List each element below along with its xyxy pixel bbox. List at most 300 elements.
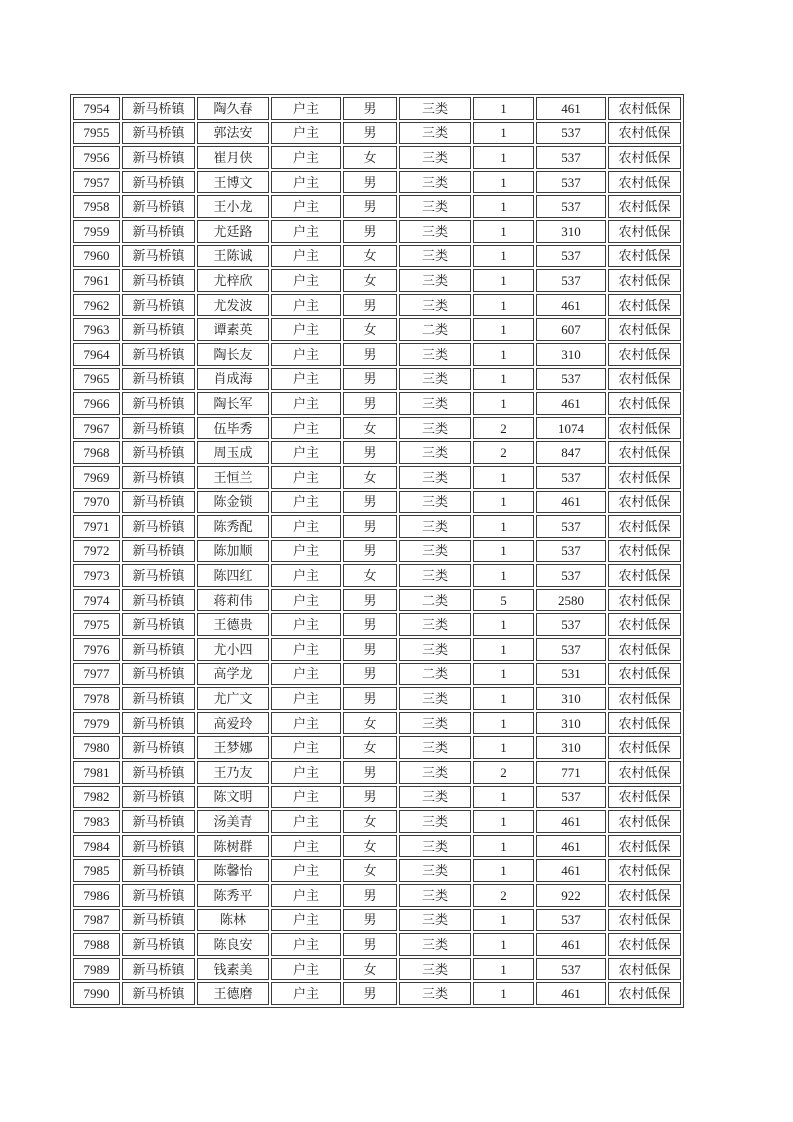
cell-name: 蒋莉伟 xyxy=(197,589,269,612)
cell-gender: 男 xyxy=(343,368,397,391)
table-row xyxy=(73,441,681,464)
cell-name: 王小龙 xyxy=(197,195,269,218)
cell-amount: 922 xyxy=(536,884,606,907)
cell-relation: 户主 xyxy=(271,318,341,341)
cell-town: 新马桥镇 xyxy=(122,958,195,981)
cell-town: 新马桥镇 xyxy=(122,810,195,833)
cell-relation: 户主 xyxy=(271,810,341,833)
cell-name: 肖成海 xyxy=(197,368,269,391)
cell-gender: 男 xyxy=(343,122,397,145)
cell-serial: 7987 xyxy=(73,909,120,932)
cell-persons: 1 xyxy=(473,368,534,391)
cell-persons: 1 xyxy=(473,835,534,858)
cell-name: 周玉成 xyxy=(197,441,269,464)
cell-assistance-type: 农村低保 xyxy=(608,441,681,464)
cell-amount: 310 xyxy=(536,687,606,710)
cell-assistance-type: 农村低保 xyxy=(608,97,681,120)
cell-serial: 7980 xyxy=(73,736,120,759)
cell-assistance-type: 农村低保 xyxy=(608,343,681,366)
cell-amount: 461 xyxy=(536,294,606,317)
cell-relation: 户主 xyxy=(271,687,341,710)
table-row xyxy=(73,269,681,292)
cell-category: 三类 xyxy=(399,343,471,366)
table-row xyxy=(73,368,681,391)
cell-persons: 2 xyxy=(473,884,534,907)
cell-category: 三类 xyxy=(399,613,471,636)
cell-gender: 男 xyxy=(343,638,397,661)
cell-category: 三类 xyxy=(399,810,471,833)
table-row xyxy=(73,958,681,981)
cell-town: 新马桥镇 xyxy=(122,909,195,932)
cell-name: 谭素英 xyxy=(197,318,269,341)
cell-gender: 女 xyxy=(343,417,397,440)
table-row xyxy=(73,392,681,415)
cell-assistance-type: 农村低保 xyxy=(608,663,681,686)
cell-town: 新马桥镇 xyxy=(122,146,195,169)
cell-assistance-type: 农村低保 xyxy=(608,786,681,809)
cell-serial: 7975 xyxy=(73,613,120,636)
cell-assistance-type: 农村低保 xyxy=(608,392,681,415)
cell-town: 新马桥镇 xyxy=(122,318,195,341)
cell-persons: 1 xyxy=(473,269,534,292)
cell-assistance-type: 农村低保 xyxy=(608,245,681,268)
cell-town: 新马桥镇 xyxy=(122,195,195,218)
cell-amount: 461 xyxy=(536,982,606,1005)
cell-town: 新马桥镇 xyxy=(122,294,195,317)
cell-persons: 1 xyxy=(473,736,534,759)
cell-category: 三类 xyxy=(399,540,471,563)
cell-persons: 1 xyxy=(473,195,534,218)
cell-name: 陈秀配 xyxy=(197,515,269,538)
cell-serial: 7979 xyxy=(73,712,120,735)
cell-persons: 1 xyxy=(473,171,534,194)
cell-category: 三类 xyxy=(399,269,471,292)
table-row xyxy=(73,491,681,514)
cell-amount: 310 xyxy=(536,220,606,243)
cell-amount: 537 xyxy=(536,466,606,489)
cell-town: 新马桥镇 xyxy=(122,859,195,882)
cell-relation: 户主 xyxy=(271,220,341,243)
cell-amount: 537 xyxy=(536,613,606,636)
cell-name: 陈金锁 xyxy=(197,491,269,514)
cell-persons: 1 xyxy=(473,712,534,735)
cell-gender: 女 xyxy=(343,810,397,833)
cell-assistance-type: 农村低保 xyxy=(608,761,681,784)
table-row xyxy=(73,245,681,268)
cell-town: 新马桥镇 xyxy=(122,687,195,710)
table-row xyxy=(73,220,681,243)
cell-category: 三类 xyxy=(399,687,471,710)
cell-category: 三类 xyxy=(399,712,471,735)
cell-gender: 男 xyxy=(343,343,397,366)
cell-assistance-type: 农村低保 xyxy=(608,195,681,218)
cell-town: 新马桥镇 xyxy=(122,97,195,120)
cell-assistance-type: 农村低保 xyxy=(608,884,681,907)
cell-town: 新马桥镇 xyxy=(122,884,195,907)
cell-amount: 537 xyxy=(536,195,606,218)
cell-assistance-type: 农村低保 xyxy=(608,835,681,858)
cell-assistance-type: 农村低保 xyxy=(608,958,681,981)
table-row xyxy=(73,171,681,194)
cell-assistance-type: 农村低保 xyxy=(608,491,681,514)
cell-serial: 7978 xyxy=(73,687,120,710)
table-row xyxy=(73,589,681,612)
cell-category: 三类 xyxy=(399,564,471,587)
cell-persons: 1 xyxy=(473,786,534,809)
cell-gender: 男 xyxy=(343,933,397,956)
cell-serial: 7959 xyxy=(73,220,120,243)
cell-relation: 户主 xyxy=(271,958,341,981)
cell-persons: 5 xyxy=(473,589,534,612)
cell-persons: 1 xyxy=(473,982,534,1005)
cell-persons: 1 xyxy=(473,687,534,710)
cell-relation: 户主 xyxy=(271,392,341,415)
cell-persons: 2 xyxy=(473,761,534,784)
table-row xyxy=(73,466,681,489)
table-row xyxy=(73,786,681,809)
cell-serial: 7968 xyxy=(73,441,120,464)
cell-serial: 7969 xyxy=(73,466,120,489)
cell-relation: 户主 xyxy=(271,786,341,809)
cell-category: 三类 xyxy=(399,417,471,440)
table-row xyxy=(73,933,681,956)
cell-gender: 男 xyxy=(343,786,397,809)
cell-relation: 户主 xyxy=(271,909,341,932)
cell-town: 新马桥镇 xyxy=(122,638,195,661)
cell-serial: 7971 xyxy=(73,515,120,538)
cell-gender: 男 xyxy=(343,195,397,218)
cell-gender: 女 xyxy=(343,835,397,858)
cell-category: 三类 xyxy=(399,761,471,784)
cell-gender: 男 xyxy=(343,909,397,932)
cell-amount: 2580 xyxy=(536,589,606,612)
cell-name: 王德贵 xyxy=(197,613,269,636)
cell-town: 新马桥镇 xyxy=(122,491,195,514)
table-row xyxy=(73,195,681,218)
cell-name: 汤美青 xyxy=(197,810,269,833)
cell-town: 新马桥镇 xyxy=(122,712,195,735)
cell-persons: 1 xyxy=(473,97,534,120)
table-row xyxy=(73,613,681,636)
cell-amount: 537 xyxy=(536,786,606,809)
cell-relation: 户主 xyxy=(271,515,341,538)
cell-name: 王恒兰 xyxy=(197,466,269,489)
cell-amount: 537 xyxy=(536,564,606,587)
cell-serial: 7961 xyxy=(73,269,120,292)
cell-persons: 1 xyxy=(473,859,534,882)
table-row xyxy=(73,318,681,341)
cell-town: 新马桥镇 xyxy=(122,540,195,563)
cell-serial: 7985 xyxy=(73,859,120,882)
cell-gender: 女 xyxy=(343,146,397,169)
cell-persons: 1 xyxy=(473,613,534,636)
cell-category: 三类 xyxy=(399,122,471,145)
cell-relation: 户主 xyxy=(271,466,341,489)
cell-amount: 607 xyxy=(536,318,606,341)
cell-relation: 户主 xyxy=(271,294,341,317)
cell-name: 陶长友 xyxy=(197,343,269,366)
table-row xyxy=(73,982,681,1005)
cell-serial: 7957 xyxy=(73,171,120,194)
cell-serial: 7964 xyxy=(73,343,120,366)
cell-name: 王乃友 xyxy=(197,761,269,784)
cell-name: 尤广文 xyxy=(197,687,269,710)
cell-category: 三类 xyxy=(399,982,471,1005)
cell-gender: 女 xyxy=(343,466,397,489)
cell-town: 新马桥镇 xyxy=(122,417,195,440)
cell-relation: 户主 xyxy=(271,982,341,1005)
cell-town: 新马桥镇 xyxy=(122,171,195,194)
cell-name: 高爱玲 xyxy=(197,712,269,735)
cell-serial: 7972 xyxy=(73,540,120,563)
cell-gender: 女 xyxy=(343,736,397,759)
cell-assistance-type: 农村低保 xyxy=(608,540,681,563)
cell-persons: 1 xyxy=(473,515,534,538)
cell-assistance-type: 农村低保 xyxy=(608,122,681,145)
cell-name: 尤廷路 xyxy=(197,220,269,243)
cell-gender: 女 xyxy=(343,269,397,292)
cell-amount: 310 xyxy=(536,736,606,759)
cell-serial: 7954 xyxy=(73,97,120,120)
cell-relation: 户主 xyxy=(271,736,341,759)
cell-relation: 户主 xyxy=(271,589,341,612)
cell-category: 三类 xyxy=(399,146,471,169)
cell-gender: 男 xyxy=(343,171,397,194)
cell-amount: 461 xyxy=(536,491,606,514)
cell-relation: 户主 xyxy=(271,540,341,563)
cell-amount: 461 xyxy=(536,392,606,415)
cell-persons: 1 xyxy=(473,146,534,169)
cell-name: 郭法安 xyxy=(197,122,269,145)
cell-relation: 户主 xyxy=(271,417,341,440)
cell-serial: 7990 xyxy=(73,982,120,1005)
cell-relation: 户主 xyxy=(271,761,341,784)
cell-category: 三类 xyxy=(399,786,471,809)
cell-assistance-type: 农村低保 xyxy=(608,613,681,636)
cell-assistance-type: 农村低保 xyxy=(608,417,681,440)
cell-persons: 1 xyxy=(473,220,534,243)
cell-relation: 户主 xyxy=(271,269,341,292)
cell-category: 三类 xyxy=(399,958,471,981)
cell-gender: 男 xyxy=(343,761,397,784)
cell-assistance-type: 农村低保 xyxy=(608,687,681,710)
cell-name: 崔月侠 xyxy=(197,146,269,169)
cell-gender: 男 xyxy=(343,392,397,415)
cell-amount: 537 xyxy=(536,146,606,169)
table-row xyxy=(73,884,681,907)
table-row xyxy=(73,687,681,710)
cell-persons: 2 xyxy=(473,441,534,464)
cell-serial: 7977 xyxy=(73,663,120,686)
cell-serial: 7986 xyxy=(73,884,120,907)
cell-assistance-type: 农村低保 xyxy=(608,638,681,661)
cell-town: 新马桥镇 xyxy=(122,515,195,538)
table-row xyxy=(73,761,681,784)
cell-name: 陈四红 xyxy=(197,564,269,587)
cell-gender: 女 xyxy=(343,712,397,735)
cell-relation: 户主 xyxy=(271,171,341,194)
recipients-table xyxy=(70,94,684,1008)
cell-category: 三类 xyxy=(399,97,471,120)
cell-gender: 男 xyxy=(343,982,397,1005)
cell-serial: 7988 xyxy=(73,933,120,956)
cell-category: 三类 xyxy=(399,220,471,243)
cell-amount: 461 xyxy=(536,859,606,882)
cell-town: 新马桥镇 xyxy=(122,220,195,243)
cell-assistance-type: 农村低保 xyxy=(608,269,681,292)
cell-category: 二类 xyxy=(399,663,471,686)
cell-amount: 537 xyxy=(536,909,606,932)
cell-serial: 7960 xyxy=(73,245,120,268)
cell-town: 新马桥镇 xyxy=(122,245,195,268)
table-row xyxy=(73,712,681,735)
cell-gender: 男 xyxy=(343,663,397,686)
cell-serial: 7963 xyxy=(73,318,120,341)
cell-town: 新马桥镇 xyxy=(122,663,195,686)
cell-category: 三类 xyxy=(399,294,471,317)
cell-gender: 男 xyxy=(343,441,397,464)
cell-town: 新马桥镇 xyxy=(122,613,195,636)
cell-assistance-type: 农村低保 xyxy=(608,294,681,317)
cell-serial: 7967 xyxy=(73,417,120,440)
cell-category: 三类 xyxy=(399,466,471,489)
table-row xyxy=(73,909,681,932)
cell-relation: 户主 xyxy=(271,613,341,636)
cell-assistance-type: 农村低保 xyxy=(608,515,681,538)
cell-category: 三类 xyxy=(399,245,471,268)
cell-category: 三类 xyxy=(399,884,471,907)
cell-name: 陈树群 xyxy=(197,835,269,858)
cell-assistance-type: 农村低保 xyxy=(608,368,681,391)
cell-assistance-type: 农村低保 xyxy=(608,982,681,1005)
cell-category: 三类 xyxy=(399,859,471,882)
cell-town: 新马桥镇 xyxy=(122,933,195,956)
cell-name: 陈林 xyxy=(197,909,269,932)
cell-amount: 537 xyxy=(536,515,606,538)
cell-assistance-type: 农村低保 xyxy=(608,589,681,612)
cell-amount: 537 xyxy=(536,122,606,145)
cell-gender: 男 xyxy=(343,687,397,710)
cell-amount: 537 xyxy=(536,269,606,292)
cell-town: 新马桥镇 xyxy=(122,466,195,489)
cell-gender: 男 xyxy=(343,613,397,636)
cell-name: 钱素美 xyxy=(197,958,269,981)
table-row xyxy=(73,417,681,440)
cell-gender: 女 xyxy=(343,564,397,587)
cell-amount: 847 xyxy=(536,441,606,464)
cell-persons: 1 xyxy=(473,466,534,489)
cell-town: 新马桥镇 xyxy=(122,589,195,612)
cell-town: 新马桥镇 xyxy=(122,761,195,784)
cell-name: 陈馨怡 xyxy=(197,859,269,882)
cell-relation: 户主 xyxy=(271,884,341,907)
table-row xyxy=(73,97,681,120)
cell-gender: 女 xyxy=(343,318,397,341)
cell-persons: 1 xyxy=(473,318,534,341)
cell-town: 新马桥镇 xyxy=(122,736,195,759)
cell-relation: 户主 xyxy=(271,343,341,366)
cell-town: 新马桥镇 xyxy=(122,564,195,587)
cell-relation: 户主 xyxy=(271,122,341,145)
cell-town: 新马桥镇 xyxy=(122,835,195,858)
cell-persons: 1 xyxy=(473,638,534,661)
cell-amount: 531 xyxy=(536,663,606,686)
table-row xyxy=(73,146,681,169)
cell-persons: 1 xyxy=(473,245,534,268)
cell-relation: 户主 xyxy=(271,441,341,464)
cell-assistance-type: 农村低保 xyxy=(608,736,681,759)
cell-name: 王博文 xyxy=(197,171,269,194)
cell-assistance-type: 农村低保 xyxy=(608,933,681,956)
cell-persons: 1 xyxy=(473,958,534,981)
cell-name: 陶久春 xyxy=(197,97,269,120)
cell-assistance-type: 农村低保 xyxy=(608,171,681,194)
cell-relation: 户主 xyxy=(271,835,341,858)
cell-persons: 1 xyxy=(473,122,534,145)
cell-name: 陈秀平 xyxy=(197,884,269,907)
cell-serial: 7982 xyxy=(73,786,120,809)
table-row xyxy=(73,343,681,366)
cell-persons: 1 xyxy=(473,933,534,956)
cell-name: 尤发波 xyxy=(197,294,269,317)
cell-town: 新马桥镇 xyxy=(122,269,195,292)
cell-assistance-type: 农村低保 xyxy=(608,859,681,882)
cell-serial: 7989 xyxy=(73,958,120,981)
cell-persons: 2 xyxy=(473,417,534,440)
cell-serial: 7965 xyxy=(73,368,120,391)
cell-assistance-type: 农村低保 xyxy=(608,564,681,587)
cell-category: 三类 xyxy=(399,736,471,759)
table-row xyxy=(73,859,681,882)
cell-assistance-type: 农村低保 xyxy=(608,220,681,243)
cell-town: 新马桥镇 xyxy=(122,122,195,145)
cell-serial: 7962 xyxy=(73,294,120,317)
cell-category: 三类 xyxy=(399,392,471,415)
cell-town: 新马桥镇 xyxy=(122,786,195,809)
cell-amount: 310 xyxy=(536,712,606,735)
cell-gender: 女 xyxy=(343,245,397,268)
cell-category: 三类 xyxy=(399,515,471,538)
cell-name: 陈加顺 xyxy=(197,540,269,563)
cell-relation: 户主 xyxy=(271,564,341,587)
cell-relation: 户主 xyxy=(271,491,341,514)
table-body xyxy=(73,97,681,1005)
cell-gender: 男 xyxy=(343,220,397,243)
cell-category: 三类 xyxy=(399,933,471,956)
cell-amount: 461 xyxy=(536,835,606,858)
cell-category: 三类 xyxy=(399,171,471,194)
cell-assistance-type: 农村低保 xyxy=(608,466,681,489)
cell-gender: 男 xyxy=(343,589,397,612)
table-row xyxy=(73,540,681,563)
cell-town: 新马桥镇 xyxy=(122,982,195,1005)
cell-name: 王德磨 xyxy=(197,982,269,1005)
cell-amount: 537 xyxy=(536,245,606,268)
cell-serial: 7984 xyxy=(73,835,120,858)
cell-assistance-type: 农村低保 xyxy=(608,712,681,735)
cell-name: 王陈诚 xyxy=(197,245,269,268)
table-row xyxy=(73,810,681,833)
cell-gender: 男 xyxy=(343,294,397,317)
cell-town: 新马桥镇 xyxy=(122,343,195,366)
cell-amount: 461 xyxy=(536,810,606,833)
cell-serial: 7983 xyxy=(73,810,120,833)
cell-name: 陶长军 xyxy=(197,392,269,415)
cell-persons: 1 xyxy=(473,294,534,317)
cell-relation: 户主 xyxy=(271,933,341,956)
cell-category: 二类 xyxy=(399,589,471,612)
cell-gender: 男 xyxy=(343,491,397,514)
